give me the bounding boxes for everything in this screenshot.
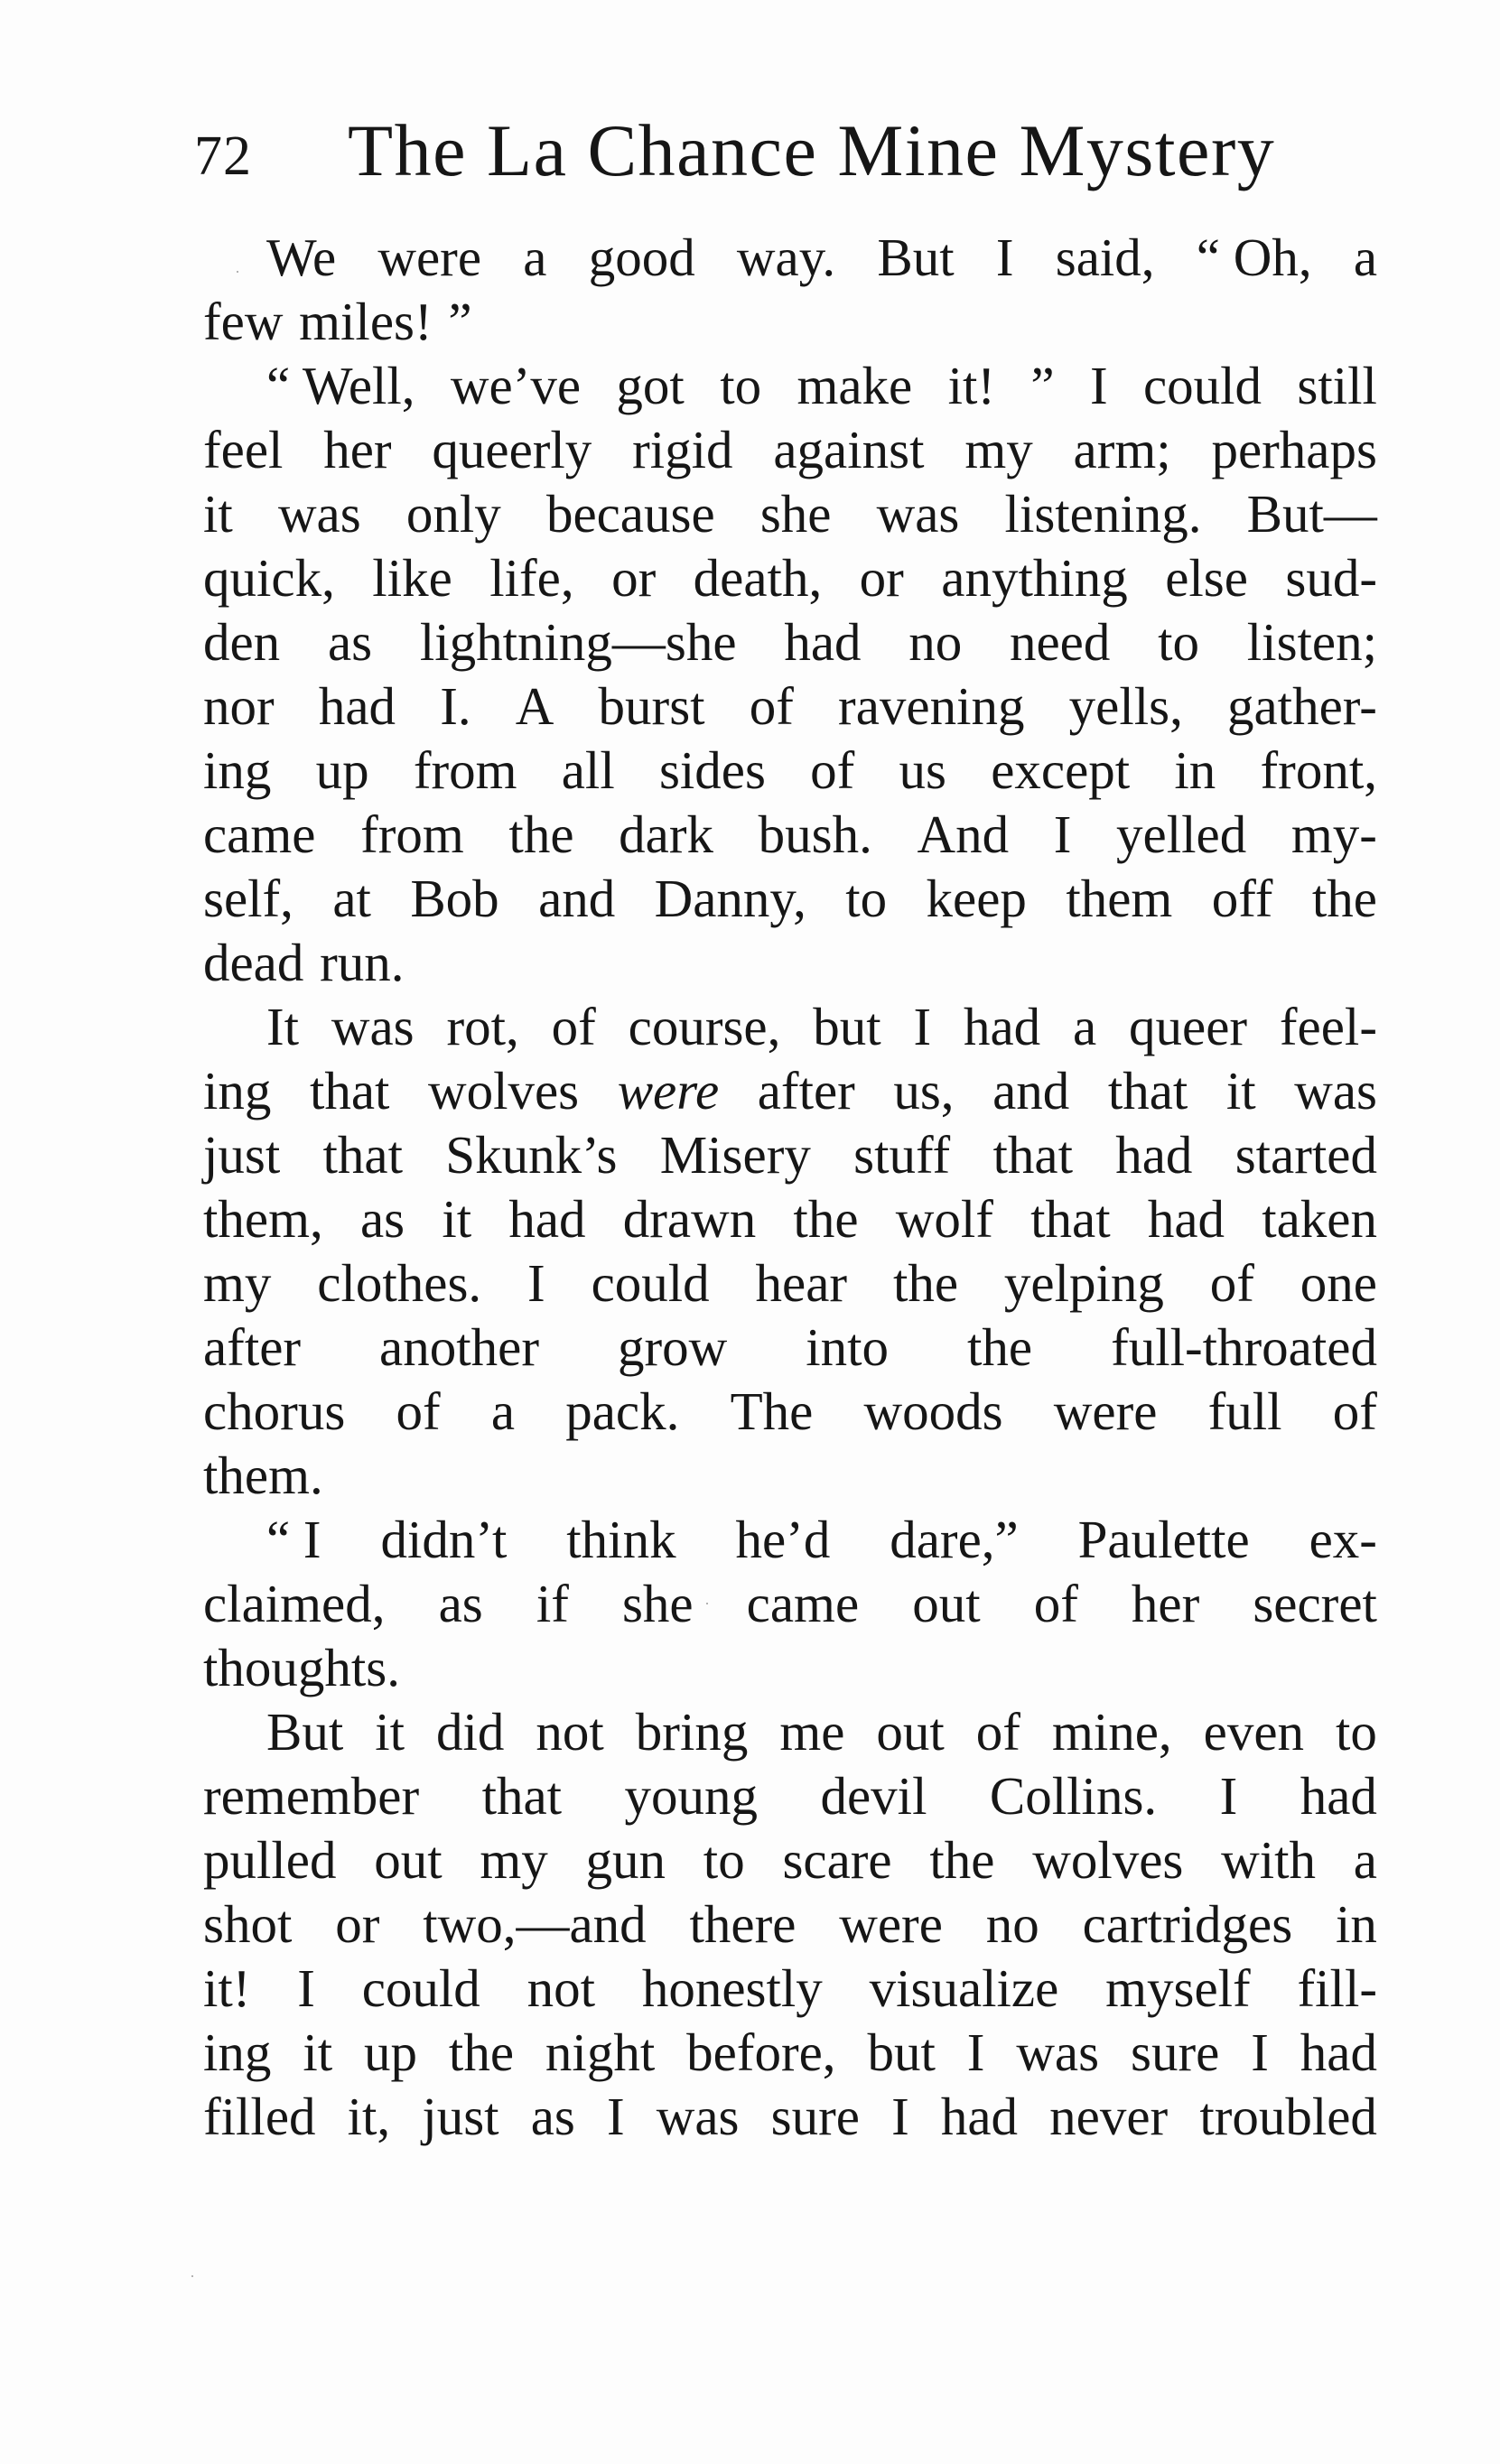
word: queer bbox=[1129, 997, 1248, 1056]
text-line bbox=[203, 931, 1377, 995]
word: out bbox=[912, 1574, 981, 1633]
word: there bbox=[689, 1894, 797, 1954]
word: full-throated bbox=[1111, 1317, 1377, 1377]
word: night bbox=[545, 2022, 656, 2082]
word: secret bbox=[1253, 1574, 1377, 1633]
text-line bbox=[203, 226, 1377, 290]
word: a bbox=[490, 1381, 516, 1441]
word: drawn bbox=[622, 1189, 757, 1249]
word: her bbox=[1131, 1574, 1200, 1633]
word: to bbox=[1336, 1702, 1377, 1762]
word: sud- bbox=[1285, 548, 1377, 608]
word: and bbox=[992, 1061, 1070, 1120]
word: it bbox=[1225, 1061, 1256, 1120]
word: I bbox=[1251, 2022, 1269, 2082]
word: perhaps bbox=[1211, 420, 1377, 479]
word: of bbox=[1332, 1381, 1377, 1441]
word: had bbox=[318, 676, 396, 736]
word: clothes. bbox=[317, 1253, 482, 1313]
word: ex- bbox=[1309, 1510, 1377, 1569]
word: rigid bbox=[632, 420, 733, 479]
word: that bbox=[481, 1766, 563, 1826]
word: I bbox=[527, 1253, 545, 1313]
word: I bbox=[966, 2022, 985, 2082]
word: it bbox=[442, 1189, 472, 1249]
word: “ Well, bbox=[266, 356, 415, 415]
word: Skunk’s bbox=[445, 1125, 618, 1185]
word: even bbox=[1203, 1702, 1305, 1762]
word: were bbox=[377, 228, 482, 287]
text-line bbox=[203, 1187, 1377, 1251]
word: course, bbox=[628, 997, 781, 1056]
word: was bbox=[277, 484, 361, 544]
text-line bbox=[203, 1380, 1377, 1444]
word: troubled bbox=[1199, 2087, 1377, 2146]
word: cartridges bbox=[1082, 1894, 1293, 1954]
word: wolf bbox=[895, 1189, 993, 1249]
word: devil bbox=[820, 1766, 927, 1826]
word: could bbox=[591, 1253, 710, 1313]
word: was bbox=[1016, 2022, 1100, 2082]
word: gun bbox=[585, 1830, 666, 1890]
word: before, bbox=[686, 2022, 836, 2082]
word: ” bbox=[448, 292, 472, 351]
word: me bbox=[779, 1702, 845, 1762]
text-line bbox=[203, 1892, 1377, 1957]
word: grow bbox=[617, 1317, 728, 1377]
word: at bbox=[332, 869, 371, 928]
word: chorus bbox=[203, 1381, 346, 1441]
text-line bbox=[203, 1251, 1377, 1316]
word: no bbox=[908, 612, 963, 672]
text-line bbox=[203, 1700, 1377, 1764]
word: remember bbox=[203, 1766, 420, 1826]
word: run. bbox=[320, 933, 405, 992]
word: to bbox=[845, 869, 888, 928]
word: ” bbox=[1030, 356, 1055, 415]
text-line bbox=[203, 2021, 1377, 2085]
word: gather- bbox=[1227, 676, 1377, 736]
word: rot, bbox=[446, 997, 519, 1056]
word: “ Oh, bbox=[1196, 228, 1312, 287]
body-text bbox=[203, 226, 1377, 2149]
word: Danny, bbox=[654, 869, 806, 928]
word: as bbox=[327, 612, 373, 672]
word: was bbox=[331, 997, 415, 1056]
word: yelping bbox=[1003, 1253, 1164, 1313]
word: she bbox=[621, 1574, 694, 1633]
text-line bbox=[203, 546, 1377, 610]
word: den bbox=[203, 612, 281, 672]
word: I bbox=[891, 2087, 909, 2146]
word: ing bbox=[203, 1061, 272, 1120]
word: queerly bbox=[432, 420, 592, 479]
word: but bbox=[867, 2022, 936, 2082]
word: pulled bbox=[203, 1830, 337, 1890]
text-line bbox=[203, 1508, 1377, 1572]
page-number: 72 bbox=[194, 126, 252, 187]
text-line bbox=[203, 1828, 1377, 1892]
word: from bbox=[413, 740, 517, 800]
word: was bbox=[876, 484, 960, 544]
word: miles! bbox=[299, 292, 433, 351]
word: The bbox=[730, 1381, 814, 1441]
word: I bbox=[606, 2087, 625, 2146]
word: because bbox=[545, 484, 715, 544]
word: bush. bbox=[758, 804, 872, 864]
word: from bbox=[360, 804, 464, 864]
word: she bbox=[759, 484, 832, 544]
word: or bbox=[611, 548, 657, 608]
word: I bbox=[1053, 804, 1072, 864]
print-speck bbox=[237, 271, 238, 273]
word: of bbox=[975, 1702, 1020, 1762]
word: and bbox=[538, 869, 616, 928]
word: my bbox=[964, 420, 1033, 479]
word: not bbox=[526, 1958, 596, 2018]
word: of bbox=[1033, 1574, 1078, 1633]
word: us bbox=[899, 740, 947, 800]
word: way. bbox=[736, 228, 836, 287]
word: Bob bbox=[410, 869, 499, 928]
word: us, bbox=[893, 1061, 955, 1120]
word: visualize bbox=[869, 1958, 1059, 2018]
word: had bbox=[1300, 2022, 1377, 2082]
word: another bbox=[379, 1317, 539, 1377]
word: did bbox=[436, 1702, 505, 1762]
word: but bbox=[813, 997, 881, 1056]
word: the bbox=[966, 1317, 1033, 1377]
text-line bbox=[203, 674, 1377, 739]
word: as bbox=[359, 1189, 405, 1249]
word: of bbox=[810, 740, 855, 800]
word: had bbox=[1147, 1189, 1225, 1249]
text-line bbox=[203, 1123, 1377, 1187]
word: burst bbox=[598, 676, 705, 736]
word: myself bbox=[1105, 1958, 1251, 2018]
word: stuff bbox=[853, 1125, 951, 1185]
word: shot bbox=[203, 1894, 293, 1954]
word: We bbox=[266, 228, 337, 287]
word: into bbox=[806, 1317, 889, 1377]
word: dark bbox=[619, 804, 713, 864]
text-line bbox=[203, 995, 1377, 1059]
word: fill- bbox=[1297, 1958, 1377, 2018]
word: claimed, bbox=[203, 1574, 386, 1633]
word: full bbox=[1207, 1381, 1282, 1441]
word: was bbox=[656, 2087, 740, 2146]
word: the bbox=[508, 804, 574, 864]
text-line bbox=[203, 610, 1377, 674]
word: “ I bbox=[266, 1510, 321, 1569]
word: death, bbox=[693, 548, 823, 608]
word: that bbox=[322, 1125, 403, 1185]
word: with bbox=[1221, 1830, 1317, 1890]
word: came bbox=[746, 1574, 860, 1633]
word: of bbox=[396, 1381, 441, 1441]
word: that bbox=[992, 1125, 1073, 1185]
word: yells, bbox=[1068, 676, 1183, 736]
text-line bbox=[203, 482, 1377, 546]
word: to bbox=[720, 356, 762, 415]
word: nor bbox=[203, 676, 275, 736]
word: a bbox=[1073, 997, 1097, 1056]
word: one bbox=[1300, 1253, 1377, 1313]
word: my bbox=[480, 1830, 548, 1890]
word: after bbox=[203, 1317, 302, 1377]
word: yelled bbox=[1116, 804, 1247, 864]
word: to bbox=[1158, 612, 1200, 672]
text-line bbox=[203, 1316, 1377, 1380]
word: Misery bbox=[659, 1125, 811, 1185]
word: a bbox=[1353, 1830, 1377, 1890]
word: pack. bbox=[565, 1381, 680, 1441]
word: lightning—she bbox=[419, 612, 737, 672]
word: Paulette bbox=[1077, 1510, 1250, 1569]
word: didn’t bbox=[380, 1510, 508, 1569]
word: got bbox=[616, 356, 685, 415]
word: And bbox=[917, 804, 1010, 864]
word: the bbox=[929, 1830, 995, 1890]
text-line bbox=[203, 290, 1377, 354]
word: he’d bbox=[735, 1510, 831, 1569]
word: not bbox=[536, 1702, 604, 1762]
text-line bbox=[203, 1636, 1377, 1700]
word: against bbox=[773, 420, 925, 479]
word: had bbox=[508, 1189, 586, 1249]
word: in bbox=[1174, 740, 1216, 800]
text-line bbox=[203, 1957, 1377, 2021]
word: up bbox=[364, 2022, 418, 2082]
text-line bbox=[203, 354, 1377, 418]
word: Collins. bbox=[989, 1766, 1158, 1826]
word: quick, bbox=[203, 548, 335, 608]
word: it! bbox=[947, 356, 996, 415]
text-line bbox=[203, 803, 1377, 867]
word: scare bbox=[782, 1830, 892, 1890]
text-line bbox=[203, 739, 1377, 803]
text-line bbox=[203, 1444, 1377, 1508]
word: out bbox=[374, 1830, 443, 1890]
word: wolves bbox=[1032, 1830, 1184, 1890]
word: them. bbox=[203, 1446, 323, 1505]
word: had bbox=[1300, 1766, 1377, 1826]
text-line bbox=[203, 2085, 1377, 2149]
word: else bbox=[1165, 548, 1248, 608]
word: need bbox=[1010, 612, 1111, 672]
word: my bbox=[203, 1253, 272, 1313]
word: that bbox=[1107, 1061, 1188, 1120]
word: I bbox=[1089, 356, 1108, 415]
word: anything bbox=[941, 548, 1128, 608]
word: taken bbox=[1262, 1189, 1377, 1249]
book-title: The La Chance Mine Mystery bbox=[348, 109, 1276, 191]
word: like bbox=[372, 548, 452, 608]
word: young bbox=[624, 1766, 759, 1826]
word: dead bbox=[203, 933, 304, 992]
word: them, bbox=[203, 1189, 323, 1249]
print-speck bbox=[191, 2275, 193, 2277]
text-line bbox=[203, 1764, 1377, 1828]
word: front, bbox=[1260, 740, 1377, 800]
print-speck bbox=[706, 1603, 708, 1604]
word: to bbox=[703, 1830, 745, 1890]
word: out bbox=[876, 1702, 945, 1762]
word: few bbox=[203, 292, 284, 351]
text-line bbox=[203, 867, 1377, 931]
word: no bbox=[985, 1894, 1039, 1954]
word: I. bbox=[440, 676, 471, 736]
word: make bbox=[797, 356, 913, 415]
word: But bbox=[877, 228, 955, 287]
word: in bbox=[1336, 1894, 1377, 1954]
word: sure bbox=[1131, 2022, 1220, 2082]
word: of bbox=[1209, 1253, 1254, 1313]
word: life, bbox=[489, 548, 574, 608]
word: as bbox=[530, 2087, 575, 2146]
word: of bbox=[551, 997, 596, 1056]
word: except bbox=[991, 740, 1131, 800]
word: it bbox=[375, 1702, 405, 1762]
word: ing bbox=[203, 740, 272, 800]
word: sure bbox=[770, 2087, 860, 2146]
word: came bbox=[203, 804, 316, 864]
word: hear bbox=[755, 1253, 848, 1313]
word: a bbox=[1353, 228, 1377, 287]
running-head bbox=[194, 108, 1386, 208]
word: it bbox=[203, 484, 233, 544]
word: them bbox=[1066, 869, 1173, 928]
word: But— bbox=[1246, 484, 1377, 544]
word: were bbox=[617, 1061, 720, 1120]
word: it, bbox=[347, 2087, 391, 2146]
word: the bbox=[448, 2022, 515, 2082]
word: wolves bbox=[427, 1061, 580, 1120]
word: a bbox=[523, 228, 547, 287]
word: I bbox=[995, 228, 1014, 287]
word: had bbox=[963, 997, 1041, 1056]
word: were bbox=[1053, 1381, 1158, 1441]
word: was bbox=[1294, 1061, 1377, 1120]
word: after bbox=[757, 1061, 855, 1120]
word: filled bbox=[203, 2087, 316, 2146]
word: never bbox=[1049, 2087, 1169, 2146]
word: up bbox=[315, 740, 369, 800]
text-line bbox=[203, 1059, 1377, 1123]
word: had bbox=[1115, 1125, 1193, 1185]
word: the bbox=[892, 1253, 959, 1313]
word: the bbox=[793, 1189, 859, 1249]
word: could bbox=[1142, 356, 1262, 415]
word: if bbox=[536, 1574, 569, 1633]
word: had bbox=[940, 2087, 1019, 2146]
word: we’ve bbox=[450, 356, 582, 415]
word: woods bbox=[863, 1381, 1003, 1441]
word: all bbox=[561, 740, 615, 800]
text-line bbox=[203, 1572, 1377, 1636]
word: her bbox=[323, 420, 392, 479]
word: as bbox=[438, 1574, 483, 1633]
word: two,—and bbox=[423, 1894, 647, 1954]
word: had bbox=[784, 612, 862, 672]
word: it bbox=[303, 2022, 333, 2082]
word: honestly bbox=[641, 1958, 823, 2018]
word: good bbox=[588, 228, 695, 287]
word: still bbox=[1297, 356, 1377, 415]
word: I bbox=[1219, 1766, 1238, 1826]
word: A bbox=[515, 676, 554, 736]
word: arm; bbox=[1073, 420, 1171, 479]
word: it! bbox=[203, 1958, 251, 2018]
word: But bbox=[266, 1702, 344, 1762]
word: the bbox=[1311, 869, 1377, 928]
word: thoughts. bbox=[203, 1638, 400, 1697]
word: I bbox=[913, 997, 932, 1056]
word: sides bbox=[658, 740, 766, 800]
word: It bbox=[266, 997, 300, 1056]
word: mine, bbox=[1051, 1702, 1172, 1762]
word: my- bbox=[1290, 804, 1377, 864]
word: or bbox=[335, 1894, 380, 1954]
word: I bbox=[297, 1958, 315, 2018]
word: feel bbox=[203, 420, 284, 479]
text-line bbox=[203, 418, 1377, 482]
word: of bbox=[749, 676, 794, 736]
word: could bbox=[361, 1958, 480, 2018]
word: ing bbox=[203, 2022, 272, 2082]
word: just bbox=[203, 1125, 281, 1185]
word: started bbox=[1234, 1125, 1377, 1185]
word: listen; bbox=[1246, 612, 1377, 672]
word: feel- bbox=[1279, 997, 1377, 1056]
word: that bbox=[1030, 1189, 1111, 1249]
word: off bbox=[1211, 869, 1273, 928]
word: self, bbox=[203, 869, 293, 928]
word: dare,” bbox=[890, 1510, 1019, 1569]
word: think bbox=[566, 1510, 676, 1569]
word: or bbox=[859, 548, 904, 608]
word: listening. bbox=[1004, 484, 1202, 544]
word: only bbox=[405, 484, 501, 544]
word: ravening bbox=[838, 676, 1025, 736]
word: that bbox=[309, 1061, 390, 1120]
word: were bbox=[839, 1894, 943, 1954]
word: just bbox=[422, 2087, 499, 2146]
word: keep bbox=[926, 869, 1027, 928]
word: said, bbox=[1055, 228, 1155, 287]
word: bring bbox=[635, 1702, 749, 1762]
